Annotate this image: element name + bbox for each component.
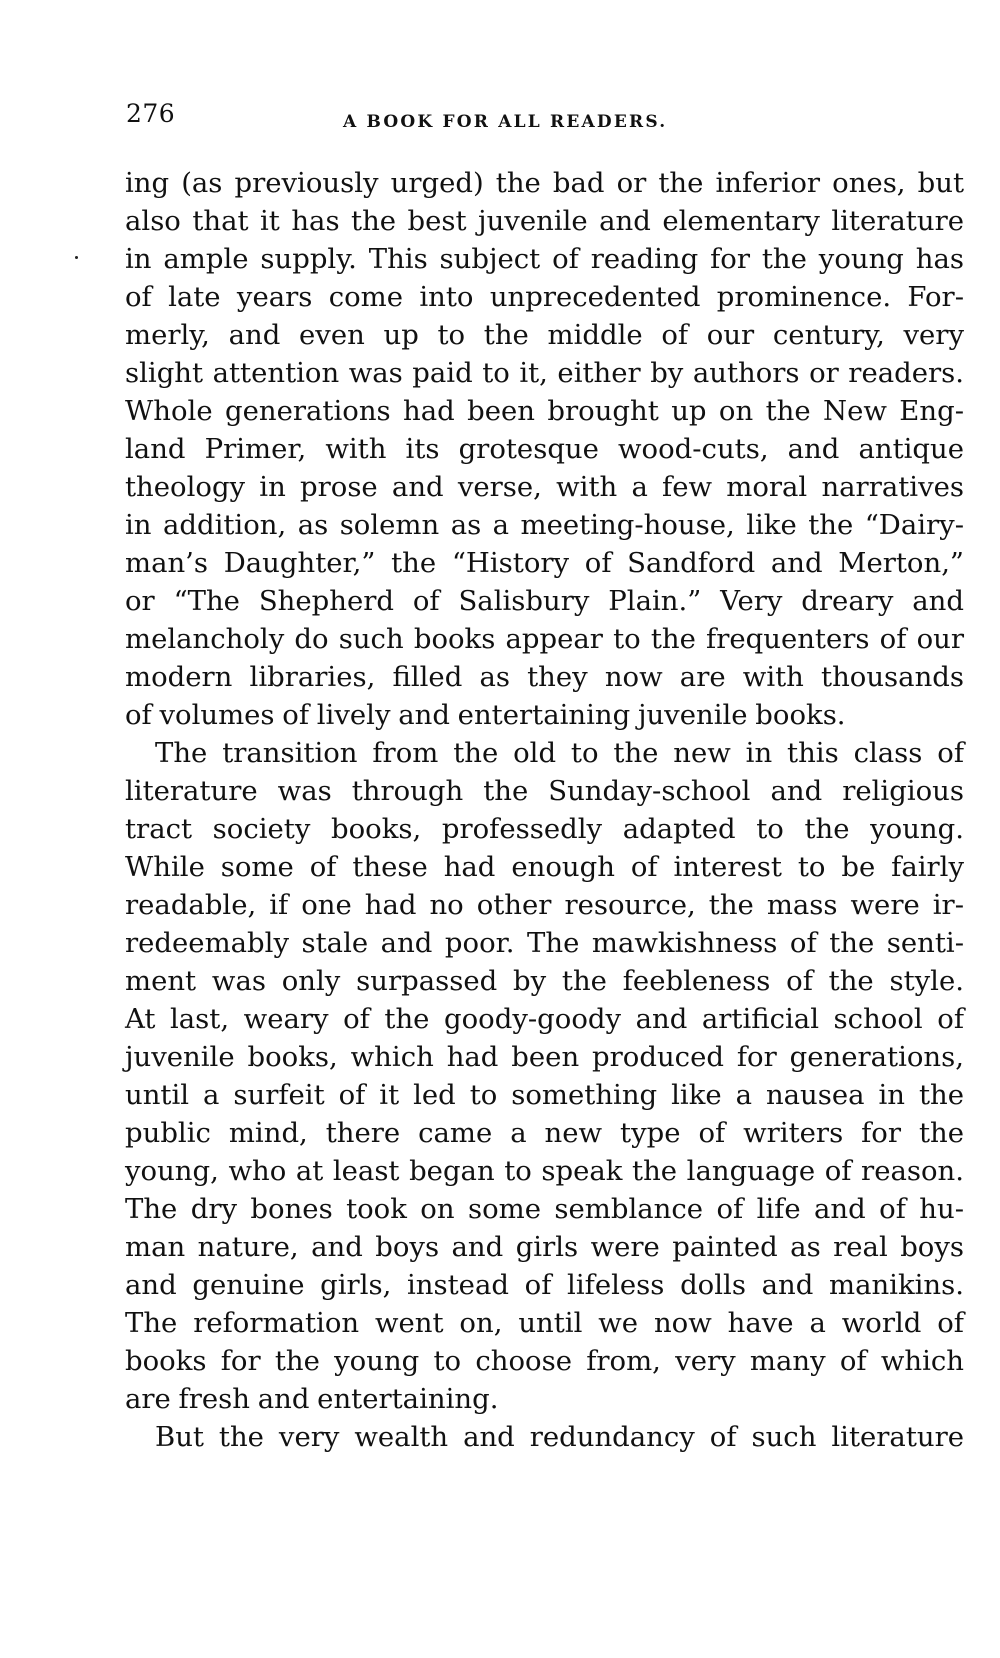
text-line: or “The Shepherd of Salisbury Plain.” Very dreary and — [125, 585, 964, 617]
text-line: land Primer, with its grotesque wood-cuts, and antique — [125, 433, 964, 465]
text-line: books for the young to choose from, very many of which — [125, 1345, 964, 1377]
text-line: ing (as previously urged) the bad or the inferior ones, but — [125, 167, 964, 199]
text-line: Whole generations had been brought up on the New Eng- — [125, 395, 964, 427]
text-line: The reformation went on, until we now have a world of — [125, 1307, 964, 1339]
text-line: At last, weary of the goody-goody and artificial school of — [125, 1003, 964, 1035]
text-line: The dry bones took on some semblance of life and of hu- — [125, 1193, 964, 1225]
text-line: literature was through the Sunday-school and religious — [125, 775, 964, 807]
text-line: in addition, as solemn as a meeting-house, like the “Dairy- — [125, 509, 964, 541]
text-line: in ample supply. This subject of reading for the young has — [125, 243, 964, 275]
text-line: melancholy do such books appear to the frequenters of our — [125, 623, 964, 655]
text-line: tract society books, professedly adapted to the young. — [125, 813, 964, 845]
text-line: are fresh and entertaining. — [125, 1383, 499, 1415]
text-line: But the very wealth and redundancy of such literature — [155, 1421, 964, 1453]
text-line: theology in prose and verse, with a few moral narratives — [125, 471, 964, 503]
text-line: ment was only surpassed by the feebleness of the style. — [125, 965, 964, 997]
page-number: 276 — [126, 99, 176, 128]
text-line: modern libraries, filled as they now are with thousands — [125, 661, 964, 693]
margin-speck — [75, 256, 78, 259]
text-line: until a surfeit of it led to something like a nausea in the — [125, 1079, 964, 1111]
text-line: juvenile books, which had been produced for generations, — [125, 1041, 964, 1073]
text-line: also that it has the best juvenile and elementary literature — [125, 205, 964, 237]
text-line: man nature, and boys and girls were painted as real boys — [125, 1231, 964, 1263]
running-head: A BOOK FOR ALL READERS. — [343, 112, 668, 132]
text-line: and genuine girls, instead of lifeless dolls and manikins. — [125, 1269, 964, 1301]
text-line: The transition from the old to the new in this class of — [155, 737, 964, 769]
text-line: public mind, there came a new type of writers for the — [125, 1117, 964, 1149]
text-line: While some of these had enough of interest to be fairly — [125, 851, 964, 883]
text-line: slight attention was paid to it, either by authors or readers. — [125, 357, 964, 389]
text-line: of late years come into unprecedented prominence. For- — [125, 281, 964, 313]
text-line: merly, and even up to the middle of our century, very — [125, 319, 964, 351]
text-line: readable, if one had no other resource, the mass were ir- — [125, 889, 964, 921]
text-line: of volumes of lively and entertaining juvenile books. — [125, 699, 846, 731]
text-line: redeemably stale and poor. The mawkishness of the senti- — [125, 927, 964, 959]
text-line: young, who at least began to speak the language of reason. — [125, 1155, 964, 1187]
text-line: man’s Daughter,” the “History of Sandford and Merton,” — [125, 547, 964, 579]
